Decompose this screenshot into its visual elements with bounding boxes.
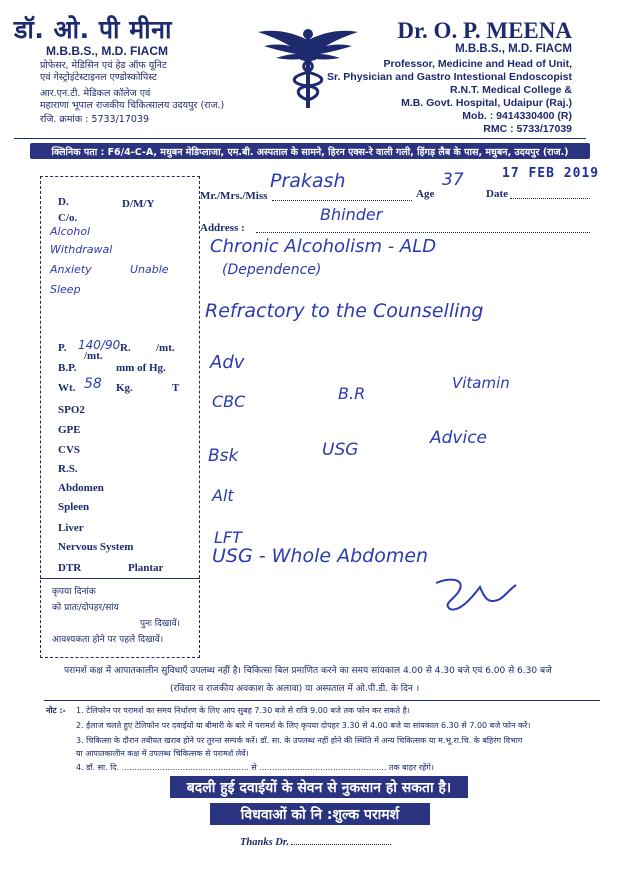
rx-note-13: USG - Whole Abdomen bbox=[212, 545, 429, 567]
pulse-value: 140/90 bbox=[78, 338, 121, 352]
english-degree: M.B.B.S., M.D. FIACM bbox=[455, 43, 572, 55]
doctor-signature-icon bbox=[430, 575, 520, 615]
english-line-1: Professor, Medicine and Head of Unit, bbox=[383, 58, 572, 70]
co-note-3: Anxiety bbox=[50, 263, 92, 276]
co-note-2: Withdrawal bbox=[50, 243, 113, 256]
rx-note-8: Bsk bbox=[208, 446, 239, 466]
note-2: 2. ईलाज चलते हुए टेलिफोन पर दवाईयों या बीमारी के बारे में परामर्श के लिए कृपया दोपहर 3.30 से 4.00 बजे या सांयकाल 6.30 से 7.00 बजे फोन करें। bbox=[76, 721, 531, 730]
rx-note-10: Advice bbox=[430, 428, 488, 448]
pulse-unit: /mt. bbox=[84, 350, 103, 362]
resp-unit: /mt. bbox=[156, 342, 175, 354]
note-3: 3. चिकित्सा के दौरान तबीयत खराब होने पर तुरन्त सम्पर्क करें। डॉ. सा. के उपलब्ध नहीं होने की स्थिति में अन्य चिकित्सक या म.भू.रा.चि. के बहिरंग विभाग bbox=[76, 736, 523, 745]
hindi-line-1: प्रोफेसर, मेडिसिन एवं हेड ऑफ यूनिट bbox=[40, 60, 167, 71]
rx-note-2: (Dependence) bbox=[222, 262, 322, 278]
co-label: C/o. bbox=[58, 212, 78, 224]
thanks-label: Thanks Dr. bbox=[240, 837, 290, 848]
co-note-1: Alcohol bbox=[50, 225, 91, 238]
hindi-reg-no: रजि. क्रमांक : 5733/17039 bbox=[40, 114, 150, 125]
co-side-note: Unable bbox=[130, 263, 169, 276]
hindi-line-3: आर.एन.टी. मेडिकल कॉलेज एवं bbox=[40, 88, 151, 99]
date-dotted-line bbox=[510, 198, 590, 199]
consult-info-line-1: परामर्श कक्ष में आपातकालीन सुविधाएँ उपलब्ध नहीं है। चिकित्सा बिल प्रमाणित करने का समय सांयकाल 4.00 से 4.30 बजे एवं 6.00 से 6.30 बजे bbox=[64, 666, 552, 676]
followup-date-label: कृपया दिनांक bbox=[52, 587, 96, 597]
pulse-label: P. bbox=[58, 342, 67, 354]
followup-divider bbox=[40, 578, 200, 579]
rx-note-3: Refractory to the Counselling bbox=[205, 300, 484, 322]
note-1: 1. टेलिफोन पर परामर्श का समय निर्धारण के लिए आप सुबह 7.30 बजे से रात्रि 9.00 बजे तक फोन कर सकते है। bbox=[76, 706, 410, 715]
date-stamp: 17 FEB 2019 bbox=[502, 166, 600, 181]
address-label: Address : bbox=[200, 222, 245, 234]
weight-label: Wt. bbox=[58, 382, 76, 394]
age-label: Age bbox=[416, 188, 435, 200]
english-rmc: RMC : 5733/17039 bbox=[483, 123, 572, 135]
patient-address: Bhinder bbox=[320, 205, 383, 224]
hindi-doctor-name: डॉ. ओ. पी मीना bbox=[14, 15, 172, 44]
english-line-4: M.B. Govt. Hospital, Udaipur (Raj.) bbox=[401, 97, 572, 109]
free-consultation-slogan: विधवाओं को नि :शुल्क परामर्श bbox=[210, 803, 430, 825]
bp-unit: mm of Hg. bbox=[116, 362, 166, 374]
d-label: D. bbox=[58, 196, 69, 208]
rx-note-4: Adv bbox=[210, 352, 245, 373]
abdomen-label: Abdomen bbox=[58, 482, 104, 494]
footer-divider bbox=[44, 700, 600, 701]
rx-note-9: USG bbox=[322, 440, 359, 460]
spo2-label: SPO2 bbox=[58, 404, 85, 416]
rx-note-5: CBC bbox=[212, 392, 246, 411]
english-mobile: Mob. : 9414330400 (R) bbox=[462, 110, 572, 122]
thanks-dotted-line bbox=[291, 844, 391, 845]
followup-again-label: पुनः दिखावें। bbox=[140, 619, 181, 629]
dmy-label: D/M/Y bbox=[122, 198, 155, 210]
patient-age: 37 bbox=[442, 170, 464, 190]
gpe-label: GPE bbox=[58, 424, 81, 436]
english-line-3: R.N.T. Medical College & bbox=[450, 84, 572, 96]
nervous-system-label: Nervous System bbox=[58, 541, 134, 553]
spleen-label: Spleen bbox=[58, 501, 90, 513]
notes-label: नोट :- bbox=[46, 706, 66, 715]
hindi-degree: M.B.B.S., M.D. FIACM bbox=[46, 44, 168, 58]
name-dotted-line bbox=[272, 200, 412, 201]
consult-info-line-2: (रविवार व राजकीय अवकाश के अलावा) या अस्पताल में ओ.पी.डी. के दिन । bbox=[170, 684, 420, 694]
rx-note-7: Vitamin bbox=[452, 374, 510, 392]
bp-label: B.P. bbox=[58, 362, 77, 374]
address-dotted-line bbox=[256, 232, 590, 233]
patient-name: Prakash bbox=[270, 170, 346, 192]
co-note-4: Sleep bbox=[50, 283, 81, 296]
clinic-address-banner: क्लिनिक पता : F6/4-C-A, मधुबन मेडिप्लाजा, एम.बी. अस्पताल के सामने, हिरन एक्स-रे वाली गली, हिंगड़ लैब के पास, मधुबन, उदयपुर (राज.) bbox=[30, 143, 590, 159]
cvs-label: CVS bbox=[58, 444, 81, 456]
english-line-2: Sr. Physician and Gastro Intestional Endoscopist bbox=[326, 71, 572, 83]
english-doctor-name: Dr. O. P. MEENA bbox=[397, 18, 572, 43]
rx-note-1: Chronic Alcoholism - ALD bbox=[210, 236, 437, 257]
note-3-continued: या आपातकालीन कक्ष में उपलब्ध चिकित्सक से परामर्श लेवें। bbox=[76, 749, 249, 758]
thanks-line bbox=[240, 837, 391, 848]
hindi-line-4: महाराणा भूपाल राजकीय चिकित्सालय उदयपुर (राज.) bbox=[40, 100, 225, 111]
followup-time-label: को प्रातः/दोपहर/सांय bbox=[52, 603, 119, 613]
liver-label: Liver bbox=[58, 522, 84, 534]
medicine-warning-slogan: बदली हुई दवाईयों के सेवन से नुकसान हो सकता है। bbox=[170, 776, 468, 798]
temp-label: T bbox=[172, 382, 180, 394]
rx-note-12: LFT bbox=[214, 528, 242, 547]
rx-note-11: Alt bbox=[212, 486, 234, 505]
rs-label: R.S. bbox=[58, 463, 78, 475]
hindi-line-2: एवं गेस्ट्रोइंटेस्टाइनल एण्डोस्कोपिस्ट bbox=[40, 72, 157, 83]
date-label: Date bbox=[486, 188, 508, 200]
followup-earlier-label: आवश्यकता होने पर पहले दिखावें। bbox=[52, 635, 164, 645]
note-4: 4. डॉ. सा. दि. .................................................. से .................................................. तक बाहर रहेंगे। bbox=[76, 763, 434, 772]
weight-value: 58 bbox=[84, 376, 102, 392]
mr-mrs-miss-label: Mr./Mrs./Miss bbox=[200, 190, 268, 202]
header-divider bbox=[14, 138, 586, 139]
caduceus-logo-icon bbox=[256, 26, 360, 110]
plantar-label: Plantar bbox=[128, 562, 164, 574]
resp-label: R. bbox=[120, 342, 131, 354]
weight-unit: Kg. bbox=[116, 382, 133, 394]
rx-note-6: B.R bbox=[338, 384, 366, 403]
dtr-label: DTR bbox=[58, 562, 82, 574]
